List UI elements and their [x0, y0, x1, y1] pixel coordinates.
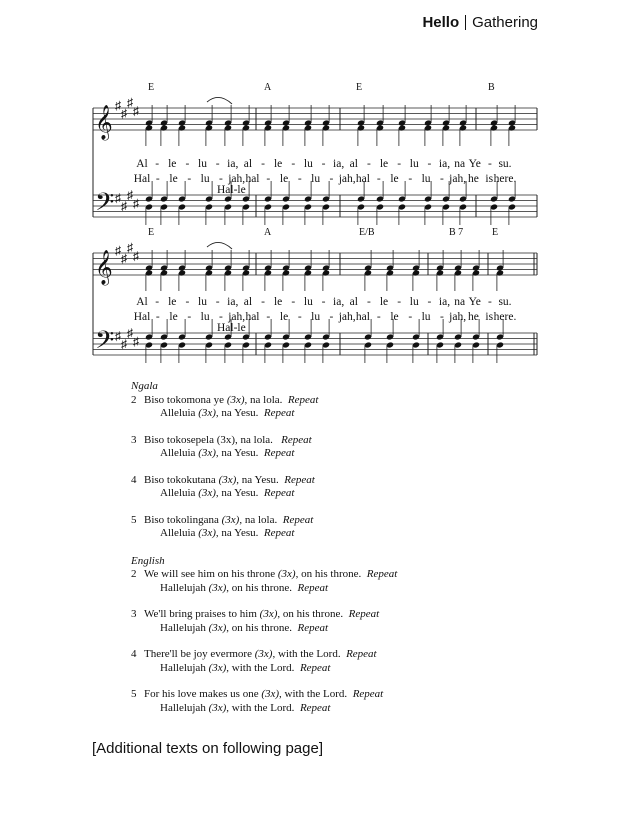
verse [131, 434, 551, 461]
response-count: (3x) [208, 621, 227, 634]
verse-count: (3x) [221, 513, 240, 526]
response-text: Alleluia [160, 447, 196, 459]
verse [131, 648, 551, 675]
lyric-syllable: al [349, 158, 358, 170]
sharp-sign: ♯ [121, 106, 127, 121]
lyric-syllable: he [468, 173, 479, 185]
verse-text-end: , na lola. [244, 393, 283, 406]
chord-symbol: E [148, 227, 155, 238]
sharp-sign: ♯ [121, 199, 127, 213]
sharp-sign: ♯ [133, 334, 139, 349]
response-text-end: , on his throne. [226, 581, 292, 594]
repeat-mark: Repeat [263, 447, 295, 459]
response-text-end: , on his throne. [226, 621, 292, 634]
lyric-syllable: - [376, 311, 381, 323]
verse-line-1 [131, 434, 551, 448]
verse-line-2 [131, 487, 551, 501]
lyric-syllable: Ye [468, 296, 481, 308]
lyric-syllable: - [218, 311, 223, 323]
lyric-syllable: - [439, 173, 444, 185]
lyric-syllable: - [397, 296, 402, 308]
treble-clef-icon: 𝄞 [95, 106, 113, 139]
cue-text: Hal-le [217, 184, 246, 196]
lyric-syllable: jah, [449, 173, 467, 185]
section-name: Gathering [472, 14, 538, 31]
lyric-syllable: le [379, 296, 389, 308]
lyric-syllable: ia, [227, 158, 239, 170]
sharp-sign: ♯ [127, 95, 133, 110]
sharp-sign: ♯ [115, 190, 121, 205]
verse-text-end: , na lola. [239, 513, 278, 526]
lyric-syllable: - [155, 296, 160, 308]
lyric-syllable: - [261, 296, 265, 308]
lyric-syllable: - [291, 296, 296, 308]
sharp-sign: ♯ [127, 188, 133, 202]
lyric-syllable: - [427, 296, 432, 308]
lyric-syllable: Ye [468, 158, 481, 170]
verse-number: 5 [131, 513, 137, 526]
lyric-syllable: lu [303, 296, 313, 308]
lyric-syllable: ia, [438, 296, 451, 308]
lyric-syllable: lu [311, 173, 321, 185]
song-title: Hello [422, 14, 460, 31]
response-text: Hallelujah [160, 621, 206, 634]
lyric-syllable: - [439, 311, 444, 323]
lyric-syllable: le [169, 311, 178, 323]
lyric-syllable: - [487, 158, 492, 170]
lyric-syllable: Hal [133, 173, 151, 185]
response-text-end: , with the Lord. [226, 701, 295, 714]
lyric-syllable: - [218, 173, 223, 185]
lyric-syllable: lu [311, 311, 321, 323]
chord-symbol: E [492, 227, 499, 238]
repeat-mark: Repeat [299, 661, 331, 674]
sharp-sign: ♯ [121, 337, 127, 351]
lyric-syllable: le [390, 311, 399, 323]
lyric-syllable: Hal [133, 311, 151, 323]
lyric-syllable: jah, [228, 173, 246, 185]
sharp-sign: ♯ [133, 196, 139, 211]
lyric-syllable: lu [198, 296, 207, 308]
lyric-syllable: le [168, 296, 177, 308]
lyric-syllable: - [376, 173, 381, 185]
lyric-syllable: - [261, 158, 265, 170]
verse-line-1 [131, 608, 551, 622]
lyric-syllable: jah, [338, 311, 356, 323]
lyric-syllable: hal [355, 173, 370, 185]
ngala-label: Ngala [131, 380, 158, 392]
verse-line-2 [131, 582, 551, 596]
lyric-syllable: - [185, 158, 190, 170]
verse-text-end: , na Yesu. [236, 473, 279, 486]
lyric-syllable: - [329, 311, 334, 323]
lyric-syllable: - [397, 158, 402, 170]
verse-line-2 [131, 702, 551, 716]
cue-text: Hal-le [217, 322, 246, 334]
verse-line-1 [131, 474, 551, 488]
lyric-syllable: hal [355, 311, 370, 323]
response-count: (3x) [208, 581, 227, 594]
verse-text: Biso tokolingana [144, 513, 219, 526]
lyric-syllable: he [468, 311, 479, 323]
lyric-syllable: here. [493, 311, 517, 323]
verse-count: (3x) [254, 648, 273, 660]
repeat-mark: Repeat [282, 513, 314, 526]
lyric-syllable: na [454, 296, 466, 308]
response-count: (3x) [198, 447, 216, 459]
sharp-sign: ♯ [127, 326, 133, 340]
response-text: Alleluia [160, 527, 196, 539]
lyric-syllable: le [273, 296, 283, 308]
lyric-syllable: ia, [438, 158, 451, 170]
lyric-syllable: lu [409, 296, 419, 308]
repeat-mark: Repeat [284, 473, 315, 486]
lyric-syllable: lu [200, 311, 210, 323]
lyric-syllable: - [187, 173, 192, 185]
lyric-syllable: - [408, 173, 413, 185]
response-count: (3x) [208, 701, 227, 714]
response-count: (3x) [198, 527, 216, 539]
response-text-end: , na Yesu. [215, 407, 259, 419]
verse [131, 394, 551, 421]
response-count: (3x) [208, 661, 227, 674]
verses [131, 380, 551, 728]
repeat-mark: Repeat [287, 393, 319, 406]
sharp-sign: ♯ [127, 240, 133, 255]
lyric-syllable: - [215, 296, 220, 308]
lyric-syllable: hal [245, 173, 260, 185]
verse-text: Biso tokosepela (3x), na lola. [144, 433, 273, 446]
verse-number: 5 [131, 688, 137, 700]
verse-text-end: , with the Lord. [279, 688, 348, 700]
chord-symbol: A [264, 82, 272, 93]
lyric-syllable: - [187, 311, 192, 323]
sharp-sign: ♯ [133, 248, 139, 263]
lyric-syllable: - [329, 173, 334, 185]
lyric-syllable: le [279, 173, 289, 185]
response-text-end: , with the Lord. [226, 661, 295, 674]
sharp-sign: ♯ [115, 243, 121, 258]
lyric-syllable: - [266, 311, 271, 323]
verse-line-2 [131, 447, 551, 461]
chord-symbol: A [264, 227, 272, 238]
response-text: Alleluia [160, 487, 196, 499]
ngala-verses [131, 394, 551, 541]
verse-count: (3x) [218, 473, 237, 486]
verse-text-end: , on his throne. [277, 608, 344, 620]
lyric-syllable: - [427, 158, 432, 170]
lyric-syllable: su. [498, 296, 512, 308]
repeat-mark: Repeat [263, 407, 295, 419]
english-verses [131, 568, 551, 715]
verse-text-end: , with the Lord. [272, 648, 341, 660]
lyric-syllable: - [321, 158, 326, 170]
slur [207, 242, 232, 249]
chord-symbol: B [488, 82, 495, 93]
sharp-sign: ♯ [115, 328, 121, 343]
lyric-syllable: su. [498, 158, 512, 170]
lyric-syllable: le [273, 158, 283, 170]
lyric-syllable: al [243, 158, 253, 170]
response-text: Hallelujah [160, 581, 206, 594]
verse [131, 608, 551, 635]
repeat-mark: Repeat [352, 688, 384, 700]
lyric-syllable: le [390, 173, 399, 185]
response-count: (3x) [198, 407, 216, 419]
lyric-syllable: - [487, 296, 492, 308]
verse-number: 2 [131, 568, 137, 580]
verse-line-1 [131, 688, 551, 702]
lyric-syllable: lu [198, 158, 207, 170]
lyric-syllable: - [321, 296, 326, 308]
lyric-syllable: - [297, 311, 302, 323]
lyric-syllable: - [291, 158, 296, 170]
bass-clef-icon: 𝄢 [95, 327, 115, 360]
lyric-syllable: jah, [228, 311, 246, 323]
chord-symbol: E [148, 82, 155, 93]
verse-text: We will see him on his throne [144, 568, 276, 580]
sharp-sign: ♯ [121, 251, 127, 266]
lyric-syllable: - [215, 158, 220, 170]
repeat-mark: Repeat [263, 527, 295, 539]
verse-number: 2 [131, 393, 137, 406]
verse-line-1 [131, 514, 551, 528]
lyric-syllable: lu [409, 158, 419, 170]
verse-count: (3x) [277, 568, 296, 580]
lyric-syllable: jah, [338, 173, 356, 185]
verse-text: There'll be joy evermore [144, 648, 252, 660]
lyric-syllable: le [169, 173, 178, 185]
verse-count: (3x) [259, 608, 278, 620]
verse-line-2 [131, 622, 551, 636]
lyric-syllable: lu [421, 173, 431, 185]
lyric-syllable: - [266, 173, 271, 185]
repeat-mark: Repeat [281, 433, 312, 446]
lyric-syllable: ia, [333, 296, 345, 308]
response-text-end: , na Yesu. [215, 487, 259, 499]
response-text: Hallelujah [160, 701, 206, 714]
lyric-syllable: - [408, 311, 413, 323]
verse-number: 3 [131, 433, 137, 446]
bass-clef-icon: 𝄢 [95, 189, 115, 222]
verse-line-2 [131, 662, 551, 676]
lyric-syllable: le [168, 158, 177, 170]
lyric-syllable: - [155, 311, 160, 323]
response-text-end: , na Yesu. [215, 527, 259, 539]
repeat-mark: Repeat [348, 608, 380, 620]
lyric-syllable: al [349, 296, 358, 308]
verse [131, 474, 551, 501]
lyric-syllable: - [366, 296, 371, 308]
music-score [0, 0, 640, 380]
lyric-syllable: lu [200, 173, 210, 185]
response-count: (3x) [198, 487, 216, 499]
sharp-sign: ♯ [133, 103, 139, 118]
verse-line-2 [131, 527, 551, 541]
verse-text-end: , on his throne. [295, 568, 362, 580]
lyric-syllable: here. [493, 173, 517, 185]
verse-text: We'll bring praises to him [144, 608, 257, 620]
response-text: Hallelujah [160, 661, 206, 674]
verse-line-2 [131, 407, 551, 421]
lyric-syllable: - [297, 173, 302, 185]
sharp-sign: ♯ [115, 98, 121, 113]
repeat-mark: Repeat [263, 487, 295, 499]
chord-symbol: E/B [359, 227, 375, 238]
additional-texts-note: [Additional texts on following page] [92, 740, 323, 757]
chord-symbol: B 7 [449, 227, 464, 238]
lyric-syllable: - [185, 296, 190, 308]
verse [131, 514, 551, 541]
english-label: English [131, 554, 165, 567]
lyric-syllable: - [155, 158, 160, 170]
verse-text: Biso tokomona ye [144, 393, 225, 406]
lyric-syllable: Al [136, 296, 148, 308]
lyric-syllable: hal [245, 311, 260, 323]
verse-number: 4 [131, 473, 137, 486]
verse-number: 4 [131, 648, 137, 660]
lyric-syllable: le [379, 158, 389, 170]
verse [131, 688, 551, 715]
lyric-syllable: - [366, 158, 371, 170]
treble-clef-icon: 𝄞 [95, 251, 113, 284]
repeat-mark: Repeat [299, 701, 331, 714]
lyric-syllable: na [454, 158, 466, 170]
verse-line-1 [131, 648, 551, 662]
verse-count: (3x) [261, 688, 280, 700]
lyric-syllable: jah, [449, 311, 467, 323]
repeat-mark: Repeat [297, 581, 329, 594]
lyric-syllable: ia, [333, 158, 345, 170]
lyric-syllable: lu [421, 311, 431, 323]
response-text: Alleluia [160, 407, 196, 419]
slur [207, 97, 232, 104]
lyric-syllable: is [485, 173, 494, 185]
lyric-syllable: is [485, 311, 494, 323]
verse-text: For his love makes us one [144, 688, 259, 700]
verse-count: (3x) [226, 393, 245, 406]
verse-line-1 [131, 568, 551, 582]
lyric-syllable: ia, [227, 296, 239, 308]
lyric-syllable: - [155, 173, 160, 185]
verse-text: Biso tokokutana [144, 473, 216, 486]
verse-line-1 [131, 394, 551, 408]
repeat-mark: Repeat [297, 621, 329, 634]
verse-number: 3 [131, 608, 137, 620]
chord-symbol: E [356, 82, 363, 93]
repeat-mark: Repeat [366, 568, 398, 580]
lyric-syllable: Al [136, 158, 148, 170]
lyric-syllable: lu [303, 158, 313, 170]
repeat-mark: Repeat [346, 648, 377, 660]
response-text-end: , na Yesu. [215, 447, 259, 459]
verse [131, 568, 551, 595]
lyric-syllable: al [243, 296, 253, 308]
lyric-syllable: le [279, 311, 289, 323]
